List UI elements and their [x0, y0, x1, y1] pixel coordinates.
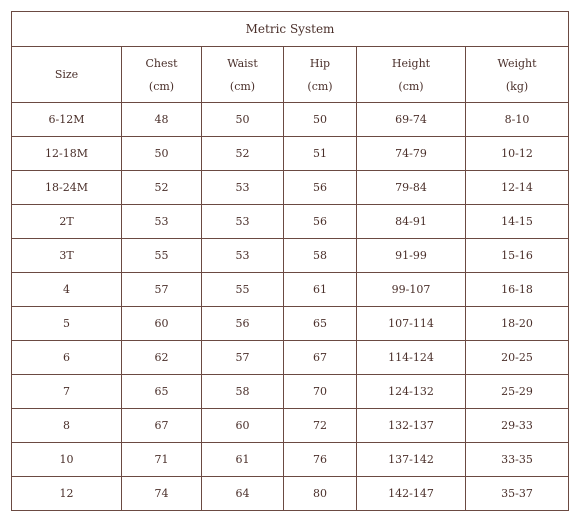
column-header-label: Hip	[309, 56, 331, 70]
chest-cell: 53	[122, 205, 202, 239]
waist-cell: 53	[202, 205, 284, 239]
size-cell: 12	[12, 477, 122, 511]
weight-cell: 8-10	[466, 103, 569, 137]
chest-cell: 60	[122, 307, 202, 341]
column-header-label: Waist	[227, 56, 258, 70]
hip-cell: 80	[284, 477, 357, 511]
weight-cell: 25-29	[466, 375, 569, 409]
hip-cell: 56	[284, 205, 357, 239]
table-row	[12, 137, 569, 171]
size-cell: 7	[12, 375, 122, 409]
hip-cell: 51	[284, 137, 357, 171]
size-cell: 18-24M	[12, 171, 122, 205]
height-cell: 107-114	[357, 307, 466, 341]
size-cell: 6-12M	[12, 103, 122, 137]
size-cell: 3T	[12, 239, 122, 273]
chest-cell: 55	[122, 239, 202, 273]
hip-cell: 61	[284, 273, 357, 307]
waist-cell: 53	[202, 171, 284, 205]
column-header-hip	[284, 47, 357, 103]
size-chart-table	[11, 11, 569, 511]
height-cell: 132-137	[357, 409, 466, 443]
waist-cell: 61	[202, 443, 284, 477]
hip-cell: 65	[284, 307, 357, 341]
column-header-unit: (cm)	[148, 79, 175, 93]
weight-cell: 18-20	[466, 307, 569, 341]
table-row	[12, 409, 569, 443]
column-header-unit: (kg)	[505, 79, 529, 93]
weight-cell: 16-18	[466, 273, 569, 307]
column-header-label: Size	[54, 68, 79, 81]
height-cell: 142-147	[357, 477, 466, 511]
column-header-waist	[202, 47, 284, 103]
chest-cell: 67	[122, 409, 202, 443]
size-cell: 8	[12, 409, 122, 443]
height-cell: 84-91	[357, 205, 466, 239]
waist-cell: 58	[202, 375, 284, 409]
waist-cell: 55	[202, 273, 284, 307]
table-row	[12, 103, 569, 137]
table-title: Metric System	[12, 12, 569, 47]
table-row	[12, 375, 569, 409]
height-cell: 114-124	[357, 341, 466, 375]
hip-cell: 67	[284, 341, 357, 375]
size-cell: 6	[12, 341, 122, 375]
hip-cell: 58	[284, 239, 357, 273]
table-row	[12, 341, 569, 375]
column-header-height	[357, 47, 466, 103]
title-row	[12, 12, 569, 47]
waist-cell: 50	[202, 103, 284, 137]
waist-cell: 52	[202, 137, 284, 171]
weight-cell: 33-35	[466, 443, 569, 477]
height-cell: 99-107	[357, 273, 466, 307]
chest-cell: 50	[122, 137, 202, 171]
table-row	[12, 273, 569, 307]
table-row	[12, 205, 569, 239]
chest-cell: 57	[122, 273, 202, 307]
size-cell: 12-18M	[12, 137, 122, 171]
weight-cell: 35-37	[466, 477, 569, 511]
size-cell: 5	[12, 307, 122, 341]
weight-cell: 14-15	[466, 205, 569, 239]
waist-cell: 56	[202, 307, 284, 341]
header-row	[12, 47, 569, 103]
column-header-unit: (cm)	[398, 79, 424, 93]
chest-cell: 62	[122, 341, 202, 375]
hip-cell: 76	[284, 443, 357, 477]
waist-cell: 64	[202, 477, 284, 511]
column-header-weight	[466, 47, 569, 103]
weight-cell: 12-14	[466, 171, 569, 205]
height-cell: 69-74	[357, 103, 466, 137]
height-cell: 124-132	[357, 375, 466, 409]
height-cell: 74-79	[357, 137, 466, 171]
column-header-unit: (cm)	[307, 79, 333, 93]
column-header-label: Weight	[497, 56, 537, 70]
weight-cell: 29-33	[466, 409, 569, 443]
height-cell: 91-99	[357, 239, 466, 273]
size-cell: 4	[12, 273, 122, 307]
waist-cell: 57	[202, 341, 284, 375]
column-header-unit: (cm)	[229, 79, 256, 93]
chest-cell: 52	[122, 171, 202, 205]
table-row	[12, 307, 569, 341]
chest-cell: 48	[122, 103, 202, 137]
column-header-label: Chest	[145, 56, 178, 70]
column-header-size	[12, 47, 122, 103]
table-row	[12, 477, 569, 511]
chest-cell: 71	[122, 443, 202, 477]
chest-cell: 74	[122, 477, 202, 511]
height-cell: 137-142	[357, 443, 466, 477]
hip-cell: 70	[284, 375, 357, 409]
size-cell: 2T	[12, 205, 122, 239]
table-row	[12, 171, 569, 205]
chest-cell: 65	[122, 375, 202, 409]
table-row	[12, 239, 569, 273]
weight-cell: 15-16	[466, 239, 569, 273]
hip-cell: 72	[284, 409, 357, 443]
column-header-chest	[122, 47, 202, 103]
table-row	[12, 443, 569, 477]
height-cell: 79-84	[357, 171, 466, 205]
size-cell: 10	[12, 443, 122, 477]
weight-cell: 20-25	[466, 341, 569, 375]
column-header-label: Height	[391, 56, 431, 70]
waist-cell: 60	[202, 409, 284, 443]
hip-cell: 50	[284, 103, 357, 137]
hip-cell: 56	[284, 171, 357, 205]
waist-cell: 53	[202, 239, 284, 273]
weight-cell: 10-12	[466, 137, 569, 171]
